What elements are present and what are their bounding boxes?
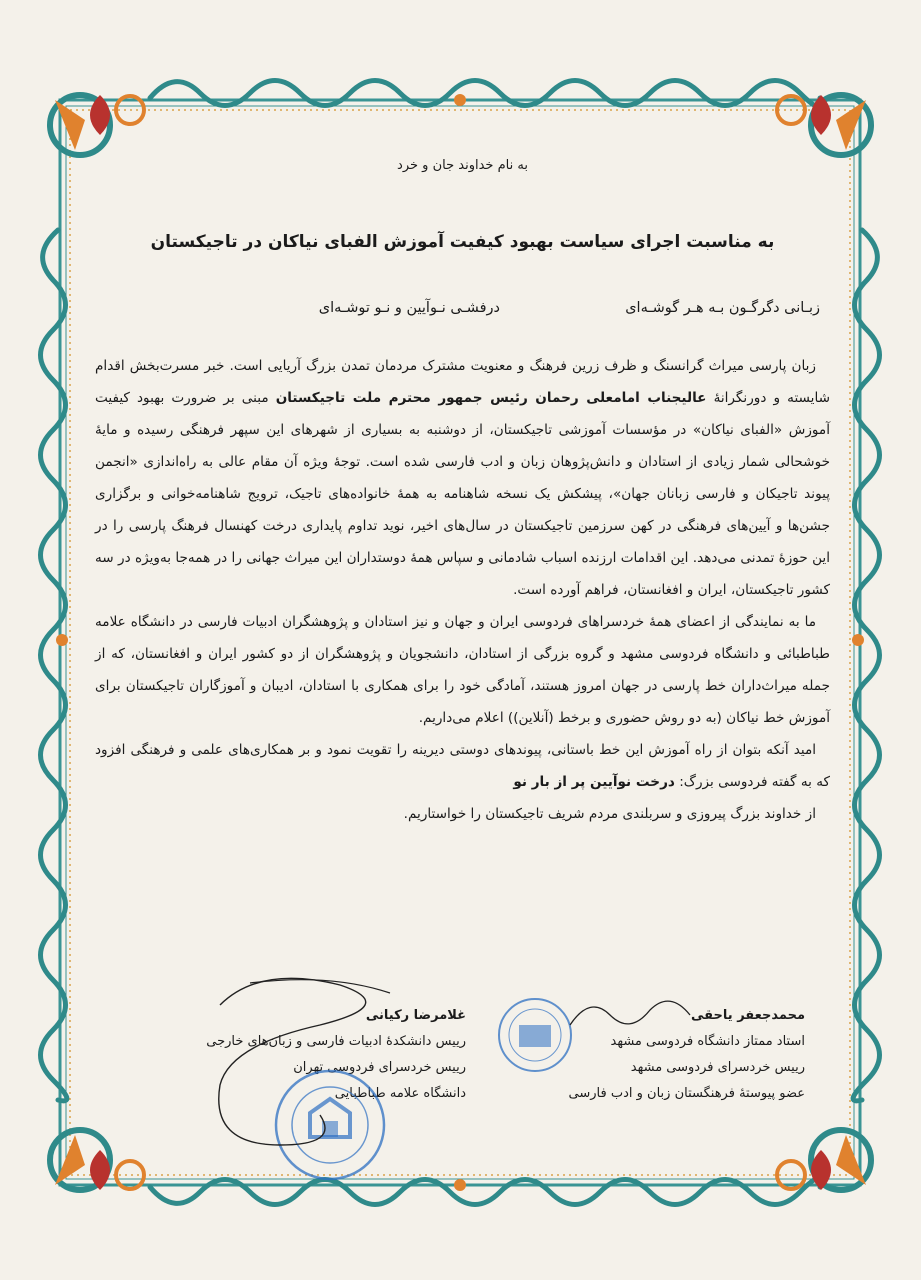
verse-hemistich-2: درفشـی نـوآیین و نـو توشـه‌ای — [318, 300, 500, 316]
signatory-title-left-1: رییس دانشکدهٔ ادبیات فارسی و زبان‌های خارجی — [206, 1034, 466, 1049]
paragraph-2: ما به نمایندگی از اعضای همهٔ خردسراهای فردوسی ایران و جهان و نیز استادان و پژوهشگران ادبیات فارسی در دانشگاه علامه طباطبائی و دانشگاه فردوسی مشهد و گروه بزرگی از استادان، دانشجویان و پژوهشگران از دو کشور ایران و افغانستان، که از جمله میراث‌داران خط پارسی در جهان امروز هستند، آمادگی خود را برای همکاری با استادان، ادیبان و آموزگاران تاجیکستان برای آموزش خط نیاکان (به دو روش حضوری و برخط (آنلاین)) اعلام می‌داریم. — [95, 614, 830, 726]
corner-ornament-top-right — [777, 95, 871, 155]
signatory-title-right-1: استاد ممتاز دانشگاه فردوسی مشهد — [610, 1034, 805, 1049]
paragraph-1 — [95, 350, 830, 606]
paragraph-1-text-a: خبر مسرت‌بخش اقدام شایسته و دورنگرانهٔ — [95, 358, 830, 406]
paragraph-4: از خداوند بزرگ پیروزی و سربلندی مردم شریف تاجیکستان را خواستاریم. — [403, 806, 816, 822]
corner-ornament-bottom-right — [777, 1130, 871, 1190]
verse-hemistich-1: زبـانی دگرگـون بـه هـر گوشـه‌ای — [625, 300, 820, 316]
signatory-title-left-2: رییس خردسرای فردوسی تهران — [293, 1060, 466, 1075]
ferdowsi-quote: درخت نوآیین پر از بار نو — [513, 774, 675, 790]
corner-ornament-bottom-left — [50, 1130, 144, 1190]
paragraph-3 — [95, 734, 830, 798]
signatory-title-right-2: رییس خردسرای فردوسی مشهد — [630, 1060, 805, 1075]
signatory-title-right-3: عضو پیوستهٔ فرهنگستان زبان و ادب فارسی — [568, 1086, 805, 1101]
president-name: عالیجناب امامعلی رحمان رئیس جمهور محترم ملت تاجیکستان — [275, 390, 707, 406]
paragraph-3-text: امید آنکه بتوان از راه آموزش این خط باستانی، پیوندهای دوستی دیرینه را تقویت نمود و بر همکاری‌های علمی و فرهنگی افزود که به گفته فردوسی بزرگ: — [95, 742, 830, 790]
handwritten-signature-left — [190, 965, 410, 1165]
page-title: به مناسبت اجرای سیاست بهبود کیفیت آموزش الفبای نیاکان در تاجیکستان — [150, 232, 775, 252]
corner-ornament-top-left — [50, 95, 144, 155]
paragraph-1-sentence-1: زبان پارسی میراث گرانسنگ و ظرف زرین فرهنگ و معنویت مشترک مردمان تمدن بزرگ آریایی است. — [229, 358, 816, 374]
paragraph-1-text-c: مبنی بر ضرورت بهبود کیفیت آموزش «الفبای نیاکان» در مؤسسات آموزشی تاجیکستان، از دوشنبه به بسیاری از شهرهای این سپهر فرهنگی رسیده و مایهٔ خوشحالی شمار زیادی از استادان و دانش‌پژوهان زبان و ادب فارسی شده است. توجهٔ ویژه آن مقام عالی به راه‌اندازی «انجمن پیوند تاجیکان و فارسی زبانان جهان»، پیشکش یک نسخه شاهنامه به همهٔ خانواده‌های تاجیک، ترویج شاهنامه‌خوانی و برگزاری جشن‌ها و آیین‌های فرهنگی در کهن سرزمین تاجیکستان در سال‌های اخیر، نوید تداوم پایداری درخت کهنسال فرهنگ پارسی را در این حوزهٔ تمدنی می‌دهد. این اقدامات ارزنده اسباب شادمانی و سپاس همهٔ دوستداران این میراث جهانی را در همه‌جا به‌ویژه در سه کشور تاجیکستان، ایران و افغانستان، فراهم آورده است. — [95, 390, 830, 598]
signatory-name-right: محمدجعفر یاحقی — [691, 1008, 805, 1023]
signatory-title-left-3: دانشگاه علامه طباطبایی — [334, 1086, 466, 1101]
basmala: به نام خداوند جان و خرد — [397, 158, 528, 173]
handwritten-signature-right — [560, 990, 700, 1050]
signatory-name-left: غلامرضا رکیانی — [365, 1008, 466, 1023]
letter-body — [95, 350, 830, 830]
